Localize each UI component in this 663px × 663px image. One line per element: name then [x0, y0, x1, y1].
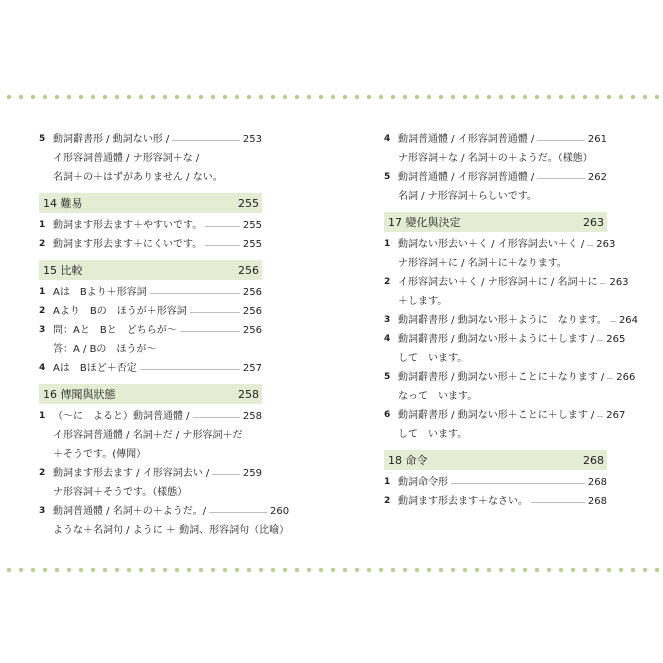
entry-text: 答：A / Bの ほうが～ — [53, 344, 157, 355]
entry-number: 1 — [39, 411, 46, 421]
toc-entry[interactable] — [384, 473, 607, 492]
dotted-border-bottom — [0, 566, 663, 574]
toc-entry[interactable] — [39, 216, 262, 235]
toc-entry[interactable] — [39, 321, 262, 359]
toc-entry[interactable] — [39, 283, 262, 302]
entry-number: 1 — [384, 477, 391, 487]
dot-leader — [150, 293, 240, 294]
dot-leader — [190, 312, 240, 313]
entry-number: 5 — [384, 172, 391, 182]
toc-right-column — [384, 130, 639, 511]
entry-number: 2 — [384, 277, 391, 287]
entry-number: 6 — [384, 410, 391, 420]
entry-page-number: 262 — [587, 172, 607, 183]
entry-page-number: 268 — [587, 477, 607, 488]
toc-entry[interactable] — [39, 464, 262, 502]
entry-number: 1 — [39, 287, 46, 297]
section-page-number: 268 — [583, 453, 604, 467]
entry-text: 名詞＋の＋はずがありません / ない。 — [53, 172, 223, 183]
entry-text: 動詞ます形去ます＋やすいです。 — [53, 220, 203, 231]
toc-entry[interactable] — [39, 130, 262, 187]
entry-number: 4 — [384, 334, 391, 344]
entry-page-number: 258 — [242, 411, 262, 422]
toc-entry[interactable] — [384, 492, 607, 511]
entry-text: 名詞 / ナ形容詞＋らしいです。 — [398, 191, 537, 202]
entry-text: 動詞ます形去ます＋にくいです。 — [53, 239, 203, 250]
entry-text: イ形容詞去い＋く / ナ形容詞＋に / 名詞＋に — [398, 277, 598, 288]
entry-text: して います。 — [398, 429, 468, 440]
entry-page-number: 267 — [606, 410, 626, 421]
entry-number: 2 — [384, 496, 391, 506]
entry-text: 動詞普通體 / イ形容詞普通體 / — [398, 134, 535, 145]
dot-leader — [531, 502, 585, 503]
dot-leader — [209, 512, 267, 513]
toc-entry[interactable] — [384, 130, 607, 168]
toc-entry[interactable] — [384, 406, 626, 444]
entry-text: して います。 — [398, 353, 468, 364]
entry-page-number: 256 — [242, 306, 262, 317]
entry-page-number: 255 — [242, 239, 262, 250]
entry-number: 2 — [39, 468, 46, 478]
entry-page-number: 253 — [242, 134, 262, 145]
toc-entry[interactable] — [39, 407, 262, 464]
entry-text: イ形容詞普通體 / ナ形容詞＋な / — [53, 153, 200, 164]
entry-text: （～に よると）動詞普通體 / — [53, 411, 190, 422]
entry-text: 動詞ます形去ます＋なさい。 — [398, 496, 528, 507]
dot-leader — [597, 340, 603, 341]
entry-page-number: 263 — [609, 277, 629, 288]
entry-text: Aは Bより＋形容詞 — [53, 287, 147, 298]
entry-text: 動詞辭書形 / 動詞ない形 / — [53, 134, 170, 145]
entry-page-number: 266 — [616, 372, 636, 383]
entry-number: 5 — [384, 372, 391, 382]
section-title: 15 比較 — [43, 264, 83, 277]
entry-text: ナ形容詞＋な / 名詞＋の＋ようだ。（樣態） — [398, 153, 593, 164]
entry-number: 2 — [39, 306, 46, 316]
entry-text: 問：Aと Bと どちらが～ — [53, 325, 177, 336]
entry-number: 5 — [39, 134, 46, 144]
entry-page-number: 256 — [242, 287, 262, 298]
toc-entry[interactable] — [384, 168, 607, 206]
toc-entry[interactable] — [39, 235, 262, 254]
section-title: 17 變化與決定 — [388, 216, 461, 229]
dot-leader — [193, 417, 240, 418]
toc-entry[interactable] — [39, 359, 262, 378]
dot-leader — [537, 178, 585, 179]
entry-number: 1 — [384, 239, 391, 249]
toc-entry[interactable] — [384, 368, 636, 406]
section-title: 18 命令 — [388, 454, 428, 467]
dot-leader — [140, 369, 240, 370]
entry-page-number: 256 — [242, 325, 262, 336]
entry-text: 動詞普通體 / 名詞＋の＋ようだ。/ — [53, 506, 207, 517]
entry-text: ＋します。 — [398, 296, 448, 307]
dot-leader — [607, 378, 613, 379]
dot-leader — [537, 140, 585, 141]
entry-text: ような＋名詞句 / ように ＋ 動詞、形容詞句（比喻） — [53, 525, 290, 536]
entry-text: 動詞命令形 — [398, 477, 448, 488]
dot-leader — [205, 226, 240, 227]
entry-text: 動詞ない形去い＋く / イ形容詞去い＋く / — [398, 239, 585, 250]
entry-page-number: 259 — [242, 468, 262, 479]
section-page-number: 258 — [238, 387, 259, 401]
entry-number: 2 — [39, 239, 46, 249]
entry-text: 動詞辭書形 / 動詞ない形＋ことに＋なります / — [398, 372, 605, 383]
section-page-number: 256 — [238, 263, 259, 277]
toc-entry[interactable] — [384, 273, 629, 311]
entry-page-number: 257 — [242, 363, 262, 374]
entry-text: Aより Bの ほうが＋形容詞 — [53, 306, 187, 317]
entry-text: ナ形容詞＋に / 名詞＋に＋なります。 — [398, 258, 567, 269]
entry-page-number: 268 — [587, 496, 607, 507]
dot-leader — [205, 245, 240, 246]
section-title: 16 傳聞與狀態 — [43, 388, 116, 401]
section-header[interactable] — [39, 260, 262, 280]
dot-leader — [587, 245, 593, 246]
entry-number: 3 — [39, 325, 46, 335]
entry-number: 4 — [39, 363, 46, 373]
dot-leader — [212, 474, 240, 475]
toc-entry[interactable] — [384, 330, 626, 368]
section-header[interactable] — [384, 212, 607, 232]
section-header[interactable] — [39, 384, 262, 404]
dotted-border-top — [0, 93, 663, 101]
entry-text: イ形容詞普通體 / 名詞＋だ / ナ形容詞＋だ — [53, 430, 243, 441]
section-header[interactable] — [39, 193, 262, 213]
entry-text: 動詞辭書形 / 動詞ない形＋ことに＋します / — [398, 410, 595, 421]
section-page-number: 255 — [238, 196, 259, 210]
dot-leader — [172, 140, 240, 141]
entry-text: ＋そうです。(傳聞） — [53, 449, 147, 460]
entry-number: 3 — [39, 506, 46, 516]
entry-page-number: 260 — [270, 506, 290, 517]
entry-text: なって います。 — [398, 391, 478, 402]
toc-entry[interactable] — [39, 302, 262, 321]
entry-text: 動詞辭書形 / 動詞ない形＋ように なります。 — [398, 315, 607, 326]
entry-text: Aは Bほど＋否定 — [53, 363, 137, 374]
section-page-number: 263 — [583, 215, 604, 229]
section-title: 14 難易 — [43, 197, 83, 210]
dot-leader — [451, 483, 585, 484]
dot-leader — [600, 283, 606, 284]
toc-left-column — [39, 130, 290, 540]
entry-page-number: 264 — [618, 315, 639, 326]
entry-number: 4 — [384, 134, 391, 144]
entry-page-number: 265 — [606, 334, 626, 345]
dot-leader — [610, 321, 616, 322]
section-header[interactable] — [384, 450, 607, 470]
entry-page-number: 263 — [596, 239, 616, 250]
entry-text: ナ形容詞＋そうです。（樣態） — [53, 487, 188, 498]
entry-page-number: 261 — [587, 134, 607, 145]
toc-entry[interactable] — [384, 311, 639, 330]
entry-page-number: 255 — [242, 220, 262, 231]
entry-text: 動詞ます形去ます / イ形容詞去い / — [53, 468, 210, 479]
toc-entry[interactable] — [384, 235, 616, 273]
dot-leader — [180, 331, 240, 332]
toc-entry[interactable] — [39, 502, 290, 540]
entry-text: 動詞普通體 / イ形容詞普通體 / — [398, 172, 535, 183]
dot-leader — [597, 416, 603, 417]
entry-text: 動詞辭書形 / 動詞ない形＋ように＋します / — [398, 334, 595, 345]
entry-number: 1 — [39, 220, 46, 230]
entry-number: 3 — [384, 315, 391, 325]
